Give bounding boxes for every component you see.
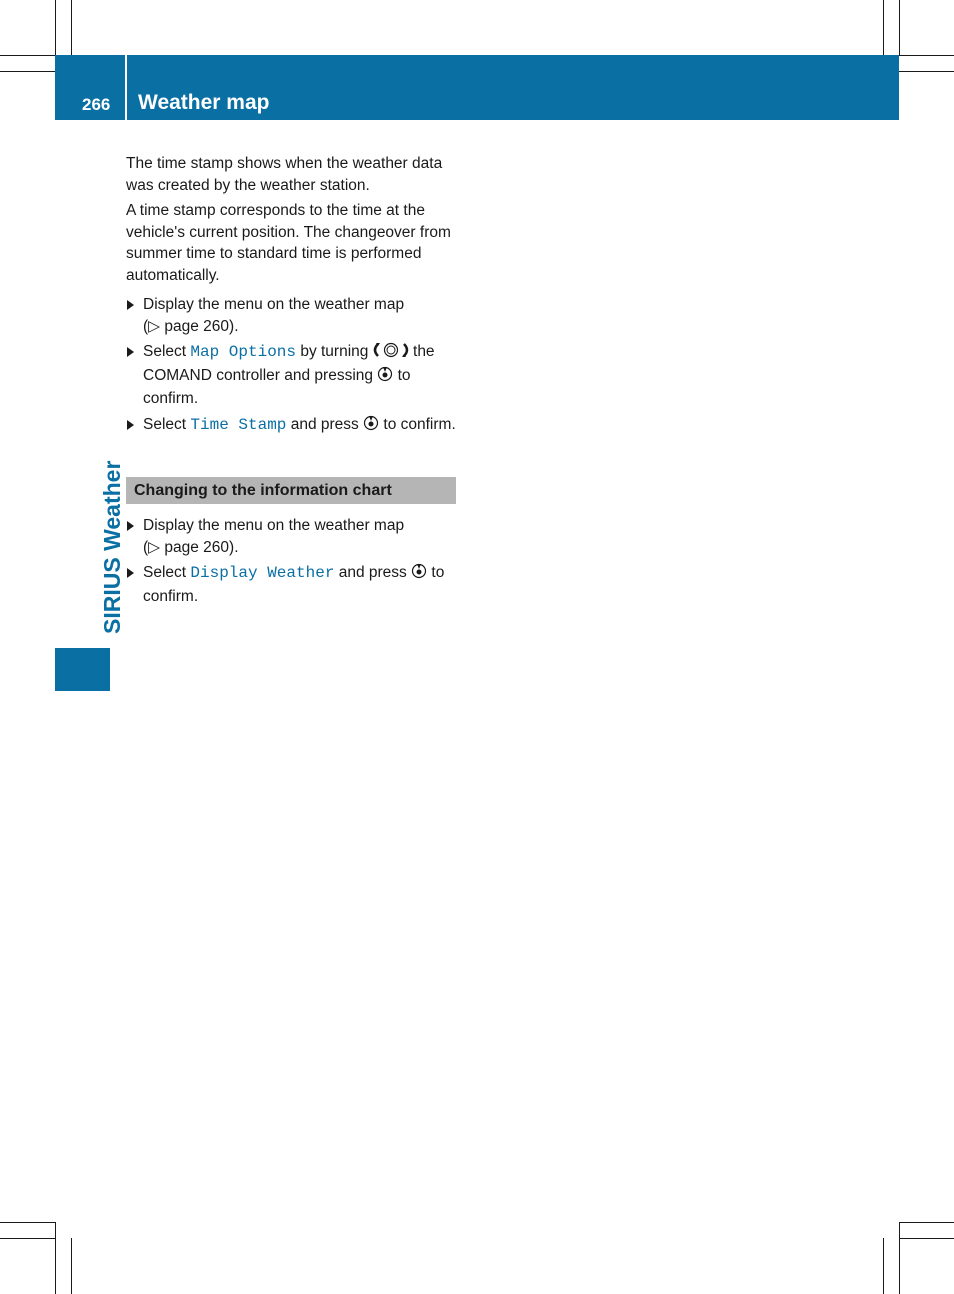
controller-press-icon [411,563,427,586]
step-text: Select [143,343,191,360]
crop-mark [0,71,55,72]
crop-mark [883,0,884,55]
crop-mark [0,1222,55,1223]
page-number: 266 [82,95,111,114]
header-divider [125,55,127,120]
instruction-step [126,515,456,558]
step-arrow-icon [127,420,134,430]
intro-paragraph: A time stamp corresponds to the time at the vehicle's current position. The changeover from summer time to standard time is performed automatically. [126,202,451,284]
page-reference: (▷ page 260). [143,538,239,556]
crop-mark [883,1238,884,1294]
step-text: to confirm. [143,366,411,407]
step-arrow-icon [127,300,134,310]
side-tab-label: SIRIUS Weather [99,460,125,634]
side-tab-marker [55,648,110,691]
crop-mark [899,71,954,72]
instruction-step [126,414,456,438]
crop-mark [899,0,900,55]
crop-mark [55,0,56,55]
menu-item-code: Display Weather [190,564,335,582]
step-arrow-icon [127,347,134,357]
main-content [126,153,456,611]
step-text: Display the menu on the weather map [143,517,405,534]
controller-turn-icon [373,342,409,365]
step-text: to confirm. [143,564,445,605]
step-text: by turning [296,343,373,360]
section-heading: Changing to the information chart [126,477,456,504]
instruction-step [126,294,456,337]
step-text: Select [143,415,191,433]
crop-mark [0,1238,55,1239]
crop-mark [899,55,954,56]
page-title: Weather map [138,91,270,114]
step-arrow-icon [127,521,134,531]
step-text: and press [334,564,412,581]
crop-mark [899,1238,954,1239]
step-text: to confirm. [379,415,456,433]
controller-press-icon [363,415,379,438]
controller-press-icon [377,366,393,389]
page-reference: (▷ page 260). [143,317,239,335]
intro-paragraph: The time stamp shows when the weather data was created by the weather station. [126,155,443,194]
page-header [55,55,899,120]
menu-item-code: Time Stamp [190,415,287,434]
step-text: Select [143,564,191,581]
crop-mark [899,1222,954,1223]
crop-mark [0,55,55,56]
menu-item-code: Map Options [190,343,297,361]
step-text: the COMAND controller and pressing [143,343,435,384]
crop-mark [55,1222,56,1294]
step-text: and press [286,415,364,433]
crop-mark [71,0,72,55]
instruction-step [126,562,456,607]
crop-mark [71,1238,72,1294]
step-arrow-icon [127,568,134,578]
instruction-step [126,341,456,410]
crop-mark [899,1222,900,1294]
step-text: Display the menu on the weather map [143,296,405,313]
